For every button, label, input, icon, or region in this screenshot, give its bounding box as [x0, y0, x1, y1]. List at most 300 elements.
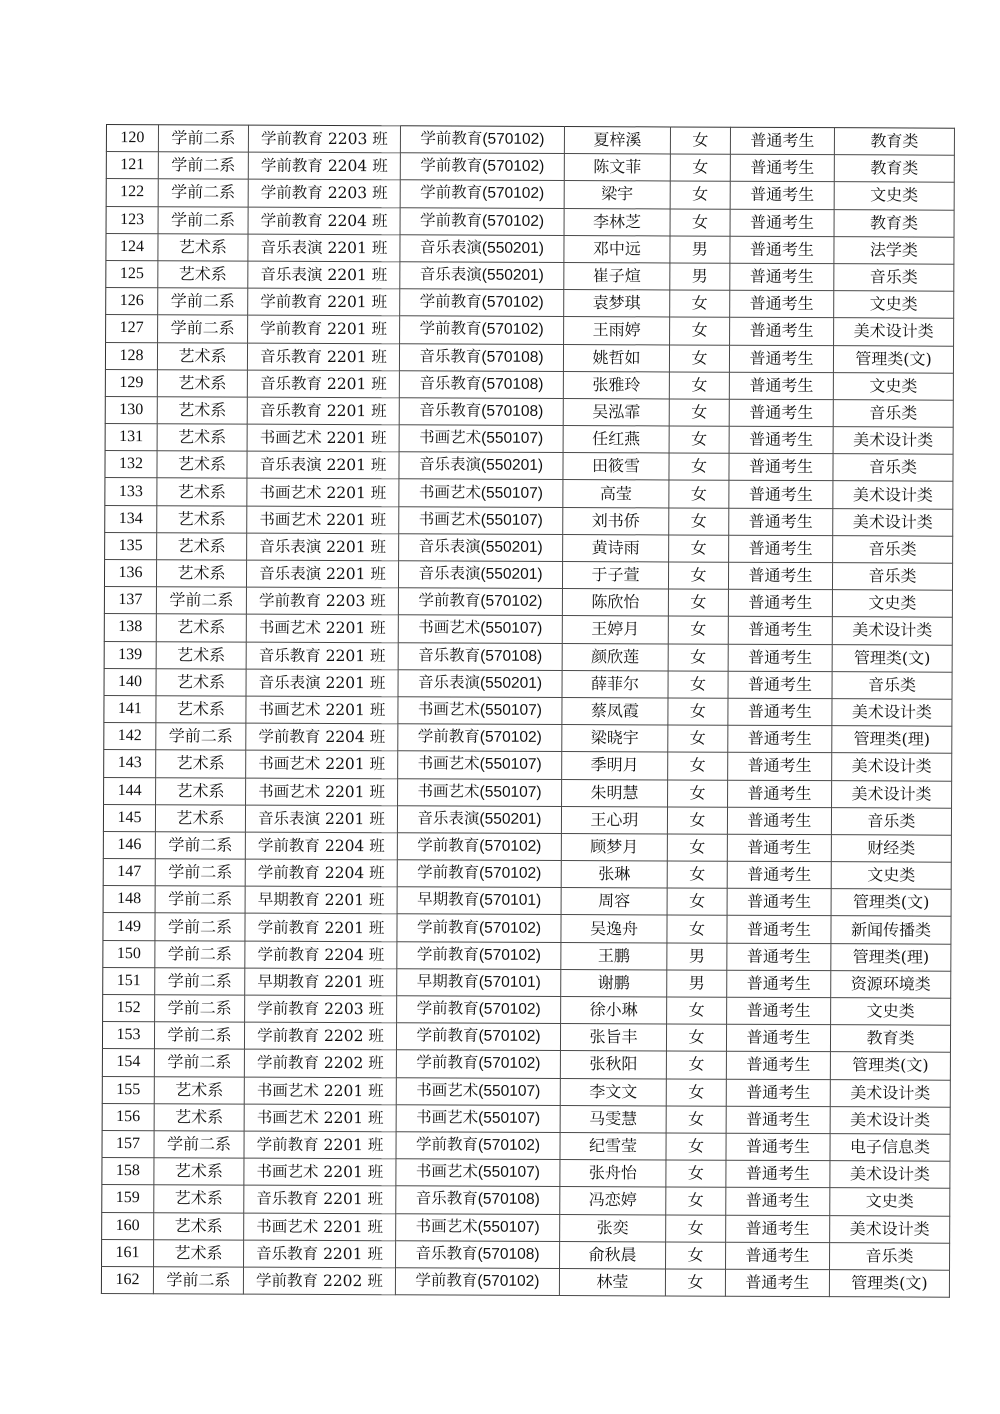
- cell-class-name: 学前教育 2203 班: [246, 587, 398, 615]
- cell-student-name: 王婷月: [562, 616, 668, 644]
- cell-exam-category: 管理类(文): [832, 644, 952, 672]
- cell-student-name: 顾梦月: [561, 833, 667, 861]
- table-row: [105, 342, 953, 373]
- cell-candidate-type: 普通考生: [727, 834, 831, 862]
- cell-class-name: 音乐表演 2201 班: [246, 669, 398, 697]
- cell-class-name: 学前教育 2202 班: [244, 1049, 396, 1077]
- cell-class-name: 音乐教育 2201 班: [244, 1185, 396, 1213]
- cell-student-name: 姚哲如: [563, 344, 669, 372]
- roster-body: [101, 125, 954, 1298]
- cell-exam-category: 音乐类: [832, 671, 952, 699]
- cell-row-number: 152: [103, 994, 155, 1021]
- cell-gender: 男: [670, 263, 730, 290]
- cell-student-name: 梁宇: [564, 181, 670, 209]
- table-row: [104, 695, 952, 726]
- cell-department: 艺术系: [156, 777, 246, 805]
- cell-candidate-type: 普通考生: [726, 1052, 830, 1080]
- cell-student-name: 高莹: [563, 480, 669, 508]
- cell-major-code: 学前教育(570102): [400, 289, 564, 317]
- cell-major-code: 早期教育(570101): [397, 887, 561, 915]
- cell-candidate-type: 普通考生: [729, 345, 833, 373]
- cell-major-code: 学前教育(570102): [397, 914, 561, 942]
- cell-exam-category: 文史类: [834, 182, 954, 210]
- cell-candidate-type: 普通考生: [728, 671, 832, 699]
- cell-gender: 女: [669, 508, 729, 535]
- cell-exam-category: 美术设计类: [834, 318, 954, 346]
- cell-gender: 男: [670, 236, 730, 263]
- cell-major-code: 书画艺术(550107): [398, 615, 562, 643]
- cell-class-name: 音乐表演 2201 班: [247, 533, 399, 561]
- table-row: [103, 913, 951, 944]
- cell-row-number: 137: [104, 587, 156, 614]
- cell-major-code: 书画艺术(550107): [398, 778, 562, 806]
- cell-row-number: 146: [103, 831, 155, 858]
- cell-department: 艺术系: [158, 261, 248, 289]
- cell-major-code: 书画艺术(550107): [398, 751, 562, 779]
- cell-exam-category: 美术设计类: [830, 1079, 950, 1107]
- cell-student-name: 张旨丰: [560, 1024, 666, 1052]
- cell-department: 艺术系: [154, 1239, 244, 1267]
- cell-gender: 女: [666, 1187, 726, 1214]
- cell-row-number: 123: [106, 206, 158, 233]
- cell-gender: 女: [669, 344, 729, 371]
- table-row: [106, 179, 954, 210]
- cell-candidate-type: 普通考生: [730, 182, 834, 210]
- cell-major-code: 学前教育(570102): [398, 724, 562, 752]
- cell-row-number: 151: [103, 967, 155, 994]
- cell-candidate-type: 普通考生: [727, 997, 831, 1025]
- cell-exam-category: 管理类(文): [833, 345, 953, 373]
- cell-gender: 女: [668, 671, 728, 698]
- cell-candidate-type: 普通考生: [727, 916, 831, 944]
- cell-major-code: 音乐教育(570108): [399, 343, 563, 371]
- cell-department: 学前二系: [155, 913, 245, 941]
- cell-department: 学前二系: [155, 995, 245, 1023]
- table-row: [106, 233, 954, 264]
- table-row: [102, 1076, 950, 1107]
- cell-row-number: 162: [101, 1266, 153, 1293]
- cell-major-code: 书画艺术(550107): [398, 697, 562, 725]
- cell-gender: 女: [669, 480, 729, 507]
- cell-candidate-type: 普通考生: [729, 453, 833, 481]
- cell-exam-category: 财经类: [831, 835, 951, 863]
- cell-gender: 女: [668, 698, 728, 725]
- cell-row-number: 130: [105, 396, 157, 423]
- cell-department: 艺术系: [155, 804, 245, 832]
- cell-class-name: 早期教育 2201 班: [245, 886, 397, 914]
- cell-class-name: 音乐表演 2201 班: [245, 805, 397, 833]
- cell-row-number: 134: [105, 505, 157, 532]
- cell-student-name: 季明月: [562, 752, 668, 780]
- table-row: [106, 288, 954, 319]
- cell-row-number: 125: [106, 260, 158, 287]
- cell-student-name: 林莹: [559, 1268, 665, 1296]
- cell-row-number: 157: [102, 1130, 154, 1157]
- cell-student-name: 张琳: [561, 861, 667, 889]
- cell-gender: 女: [667, 997, 727, 1024]
- cell-exam-category: 美术设计类: [832, 780, 952, 808]
- cell-major-code: 音乐表演(550201): [399, 534, 563, 562]
- cell-row-number: 121: [106, 152, 158, 179]
- cell-department: 艺术系: [157, 505, 247, 533]
- cell-department: 艺术系: [156, 668, 246, 696]
- cell-major-code: 音乐表演(550201): [398, 670, 562, 698]
- cell-student-name: 张雅玲: [563, 371, 669, 399]
- cell-student-name: 王心玥: [561, 806, 667, 834]
- cell-student-name: 李文文: [560, 1078, 666, 1106]
- cell-gender: 女: [666, 1133, 726, 1160]
- table-row: [105, 451, 953, 482]
- cell-major-code: 音乐表演(550201): [399, 452, 563, 480]
- cell-major-code: 学前教育(570102): [397, 941, 561, 969]
- cell-student-name: 陈文菲: [564, 154, 670, 182]
- cell-department: 学前二系: [155, 940, 245, 968]
- cell-row-number: 142: [104, 723, 156, 750]
- cell-candidate-type: 普通考生: [730, 290, 834, 318]
- cell-student-name: 徐小琳: [561, 996, 667, 1024]
- cell-gender: 女: [666, 1242, 726, 1269]
- cell-department: 艺术系: [156, 696, 246, 724]
- cell-class-name: 书画艺术 2201 班: [246, 614, 398, 642]
- cell-gender: 女: [669, 535, 729, 562]
- cell-gender: 男: [667, 943, 727, 970]
- cell-gender: 女: [667, 861, 727, 888]
- table-row: [103, 886, 951, 917]
- cell-candidate-type: 普通考生: [726, 1024, 830, 1052]
- cell-candidate-type: 普通考生: [726, 1242, 830, 1270]
- cell-major-code: 音乐表演(550201): [400, 235, 564, 263]
- cell-exam-category: 文史类: [831, 998, 951, 1026]
- cell-class-name: 音乐教育 2201 班: [247, 397, 399, 425]
- table-row: [104, 559, 952, 590]
- cell-gender: 女: [667, 888, 727, 915]
- cell-student-name: 夏梓溪: [564, 127, 670, 155]
- cell-exam-category: 美术设计类: [832, 753, 952, 781]
- cell-student-name: 周容: [561, 888, 667, 916]
- table-row: [102, 1158, 950, 1189]
- cell-candidate-type: 普通考生: [729, 426, 833, 454]
- cell-class-name: 学前教育 2204 班: [248, 152, 400, 180]
- cell-major-code: 学前教育(570102): [396, 1132, 560, 1160]
- cell-department: 艺术系: [158, 233, 248, 261]
- cell-major-code: 书画艺术(550107): [396, 1213, 560, 1241]
- cell-department: 艺术系: [154, 1185, 244, 1213]
- cell-student-name: 李林芝: [564, 208, 670, 236]
- cell-candidate-type: 普通考生: [727, 943, 831, 971]
- cell-student-name: 于子萱: [562, 561, 668, 589]
- cell-exam-category: 管理类(文): [831, 889, 951, 917]
- cell-row-number: 160: [102, 1212, 154, 1239]
- cell-department: 艺术系: [156, 641, 246, 669]
- cell-department: 艺术系: [156, 750, 246, 778]
- cell-class-name: 早期教育 2201 班: [245, 968, 397, 996]
- cell-exam-category: 美术设计类: [830, 1215, 950, 1243]
- cell-exam-category: 教育类: [834, 155, 954, 183]
- table-row: [106, 260, 954, 291]
- cell-candidate-type: 普通考生: [726, 1160, 830, 1188]
- cell-row-number: 132: [105, 451, 157, 478]
- cell-student-name: 颜欣莲: [562, 643, 668, 671]
- cell-gender: 女: [667, 915, 727, 942]
- cell-student-name: 吴逸舟: [561, 915, 667, 943]
- cell-class-name: 书画艺术 2201 班: [246, 750, 398, 778]
- cell-gender: 女: [670, 181, 730, 208]
- cell-class-name: 学前教育 2203 班: [248, 125, 400, 153]
- table-row: [104, 641, 952, 672]
- cell-gender: 女: [670, 290, 730, 317]
- cell-class-name: 书画艺术 2201 班: [247, 479, 399, 507]
- cell-student-name: 冯恋婷: [560, 1187, 666, 1215]
- cell-candidate-type: 普通考生: [728, 589, 832, 617]
- table-row: [106, 152, 954, 183]
- cell-row-number: 145: [103, 804, 155, 831]
- cell-row-number: 133: [105, 478, 157, 505]
- cell-department: 学前二系: [156, 723, 246, 751]
- cell-major-code: 早期教育(570101): [397, 969, 561, 997]
- table-row: [105, 505, 953, 536]
- cell-major-code: 学前教育(570102): [397, 996, 561, 1024]
- cell-exam-category: 文史类: [834, 291, 954, 319]
- cell-class-name: 学前教育 2201 班: [248, 315, 400, 343]
- cell-student-name: 邓中远: [564, 235, 670, 263]
- cell-candidate-type: 普通考生: [730, 263, 834, 291]
- cell-gender: 女: [669, 372, 729, 399]
- cell-gender: 女: [667, 807, 727, 834]
- cell-gender: 女: [668, 616, 728, 643]
- cell-major-code: 书画艺术(550107): [396, 1159, 560, 1187]
- cell-major-code: 音乐教育(570108): [398, 642, 562, 670]
- cell-department: 学前二系: [154, 1022, 244, 1050]
- cell-candidate-type: 普通考生: [728, 562, 832, 590]
- table-row: [103, 940, 951, 971]
- cell-major-code: 音乐教育(570108): [399, 398, 563, 426]
- table-row: [104, 750, 952, 781]
- cell-department: 学前二系: [156, 587, 246, 615]
- cell-row-number: 136: [104, 559, 156, 586]
- cell-class-name: 音乐教育 2201 班: [244, 1240, 396, 1268]
- cell-row-number: 139: [104, 641, 156, 668]
- cell-candidate-type: 普通考生: [727, 888, 831, 916]
- cell-major-code: 学前教育(570102): [400, 180, 564, 208]
- cell-class-name: 学前教育 2203 班: [245, 995, 397, 1023]
- cell-candidate-type: 普通考生: [727, 970, 831, 998]
- cell-candidate-type: 普通考生: [729, 535, 833, 563]
- cell-candidate-type: 普通考生: [728, 753, 832, 781]
- table-row: [105, 478, 953, 509]
- cell-student-name: 张舟怡: [560, 1160, 666, 1188]
- cell-candidate-type: 普通考生: [726, 1133, 830, 1161]
- cell-candidate-type: 普通考生: [728, 698, 832, 726]
- cell-row-number: 126: [106, 288, 158, 315]
- cell-exam-category: 美术设计类: [830, 1106, 950, 1134]
- student-roster-table: [101, 124, 955, 1298]
- cell-candidate-type: 普通考生: [727, 861, 831, 889]
- cell-gender: 女: [668, 589, 728, 616]
- cell-department: 学前二系: [154, 1131, 244, 1159]
- cell-gender: 女: [668, 644, 728, 671]
- cell-exam-category: 文史类: [832, 590, 952, 618]
- table-row: [104, 587, 952, 618]
- table-row: [103, 804, 951, 835]
- cell-row-number: 124: [106, 233, 158, 260]
- cell-exam-category: 法学类: [834, 236, 954, 264]
- cell-department: 艺术系: [154, 1076, 244, 1104]
- cell-class-name: 书画艺术 2201 班: [246, 778, 398, 806]
- cell-exam-category: 音乐类: [830, 1242, 950, 1270]
- cell-row-number: 156: [102, 1103, 154, 1130]
- cell-student-name: 田筱雪: [563, 453, 669, 481]
- cell-gender: 女: [669, 426, 729, 453]
- cell-gender: 女: [669, 399, 729, 426]
- cell-class-name: 学前教育 2204 班: [248, 207, 400, 235]
- cell-row-number: 143: [104, 750, 156, 777]
- cell-exam-category: 美术设计类: [832, 617, 952, 645]
- cell-class-name: 学前教育 2204 班: [245, 859, 397, 887]
- table-row: [105, 532, 953, 563]
- cell-candidate-type: 普通考生: [730, 318, 834, 346]
- cell-student-name: 崔子煊: [564, 262, 670, 290]
- table-row: [102, 1022, 950, 1053]
- cell-student-name: 朱明慧: [562, 779, 668, 807]
- table-row: [102, 1185, 950, 1216]
- cell-major-code: 学前教育(570102): [397, 833, 561, 861]
- cell-major-code: 书画艺术(550107): [396, 1105, 560, 1133]
- cell-gender: 女: [665, 1269, 725, 1296]
- cell-candidate-type: 普通考生: [730, 209, 834, 237]
- cell-exam-category: 管理类(理): [832, 726, 952, 754]
- cell-major-code: 学前教育(570102): [396, 1050, 560, 1078]
- cell-gender: 女: [668, 752, 728, 779]
- cell-class-name: 音乐表演 2201 班: [248, 234, 400, 262]
- table-row: [103, 967, 951, 998]
- cell-student-name: 黄诗雨: [563, 534, 669, 562]
- cell-row-number: 127: [106, 315, 158, 342]
- cell-student-name: 陈欣怡: [562, 589, 668, 617]
- table-row: [101, 1266, 949, 1297]
- cell-candidate-type: 普通考生: [729, 399, 833, 427]
- cell-student-name: 张秋阳: [560, 1051, 666, 1079]
- cell-department: 艺术系: [157, 533, 247, 561]
- cell-department: 学前二系: [155, 859, 245, 887]
- cell-row-number: 138: [104, 614, 156, 641]
- cell-candidate-type: 普通考生: [730, 127, 834, 155]
- cell-gender: 女: [666, 1106, 726, 1133]
- cell-candidate-type: 普通考生: [725, 1269, 829, 1297]
- cell-class-name: 学前教育 2204 班: [245, 832, 397, 860]
- cell-class-name: 学前教育 2202 班: [244, 1022, 396, 1050]
- cell-row-number: 144: [104, 777, 156, 804]
- cell-major-code: 音乐教育(570108): [396, 1240, 560, 1268]
- table-row: [105, 369, 953, 400]
- cell-department: 艺术系: [154, 1212, 244, 1240]
- cell-exam-category: 教育类: [830, 1025, 950, 1053]
- cell-candidate-type: 普通考生: [730, 236, 834, 264]
- table-row: [102, 1103, 950, 1134]
- cell-exam-category: 音乐类: [832, 563, 952, 591]
- cell-gender: 女: [668, 779, 728, 806]
- cell-student-name: 薛菲尔: [562, 670, 668, 698]
- table-row: [105, 424, 953, 455]
- table-row: [103, 994, 951, 1025]
- cell-row-number: 148: [103, 886, 155, 913]
- cell-major-code: 学前教育(570102): [400, 126, 564, 154]
- cell-candidate-type: 普通考生: [730, 154, 834, 182]
- cell-department: 学前二系: [158, 125, 248, 153]
- cell-gender: 女: [670, 209, 730, 236]
- table-row: [104, 777, 952, 808]
- cell-student-name: 俞秋晨: [560, 1241, 666, 1269]
- cell-row-number: 149: [103, 913, 155, 940]
- cell-major-code: 学前教育(570102): [396, 1023, 560, 1051]
- cell-candidate-type: 普通考生: [729, 508, 833, 536]
- cell-exam-category: 美术设计类: [833, 481, 953, 509]
- cell-class-name: 学前教育 2201 班: [245, 914, 397, 942]
- cell-student-name: 蔡凤霞: [562, 697, 668, 725]
- cell-major-code: 音乐教育(570108): [399, 370, 563, 398]
- cell-department: 学前二系: [158, 206, 248, 234]
- cell-row-number: 155: [102, 1076, 154, 1103]
- cell-exam-category: 文史类: [831, 862, 951, 890]
- cell-student-name: 谢鹏: [561, 969, 667, 997]
- cell-row-number: 158: [102, 1158, 154, 1185]
- cell-department: 学前二系: [153, 1267, 243, 1295]
- cell-exam-category: 资源环境类: [831, 970, 951, 998]
- cell-exam-category: 美术设计类: [832, 699, 952, 727]
- cell-gender: 女: [666, 1214, 726, 1241]
- cell-department: 学前二系: [158, 179, 248, 207]
- cell-exam-category: 音乐类: [833, 454, 953, 482]
- table-row: [106, 125, 954, 156]
- cell-department: 学前二系: [155, 832, 245, 860]
- cell-exam-category: 教育类: [834, 209, 954, 237]
- cell-department: 艺术系: [157, 424, 247, 452]
- cell-class-name: 音乐教育 2201 班: [246, 642, 398, 670]
- cell-class-name: 学前教育 2202 班: [243, 1267, 395, 1295]
- cell-class-name: 书画艺术 2201 班: [244, 1158, 396, 1186]
- cell-gender: 女: [666, 1079, 726, 1106]
- cell-gender: 女: [670, 317, 730, 344]
- cell-exam-category: 美术设计类: [830, 1161, 950, 1189]
- cell-exam-category: 新闻传播类: [831, 916, 951, 944]
- cell-exam-category: 音乐类: [834, 264, 954, 292]
- cell-department: 艺术系: [154, 1158, 244, 1186]
- cell-department: 艺术系: [156, 560, 246, 588]
- cell-department: 艺术系: [157, 342, 247, 370]
- cell-candidate-type: 普通考生: [728, 780, 832, 808]
- cell-row-number: 159: [102, 1185, 154, 1212]
- cell-department: 艺术系: [157, 397, 247, 425]
- cell-class-name: 书画艺术 2201 班: [247, 506, 399, 534]
- table-row: [105, 396, 953, 427]
- cell-candidate-type: 普通考生: [729, 372, 833, 400]
- cell-major-code: 学前教育(570102): [397, 860, 561, 888]
- cell-class-name: 学前教育 2201 班: [248, 288, 400, 316]
- cell-class-name: 音乐表演 2201 班: [248, 261, 400, 289]
- cell-candidate-type: 普通考生: [726, 1079, 830, 1107]
- cell-class-name: 书画艺术 2201 班: [244, 1077, 396, 1105]
- table-row: [102, 1239, 950, 1270]
- cell-exam-category: 文史类: [833, 372, 953, 400]
- cell-department: 学前二系: [155, 886, 245, 914]
- cell-class-name: 学前教育 2203 班: [248, 179, 400, 207]
- cell-department: 艺术系: [156, 614, 246, 642]
- cell-row-number: 128: [105, 342, 157, 369]
- table-row: [102, 1212, 950, 1243]
- cell-class-name: 音乐教育 2201 班: [247, 343, 399, 371]
- cell-student-name: 刘书侨: [563, 507, 669, 535]
- cell-row-number: 135: [105, 532, 157, 559]
- cell-gender: 女: [666, 1160, 726, 1187]
